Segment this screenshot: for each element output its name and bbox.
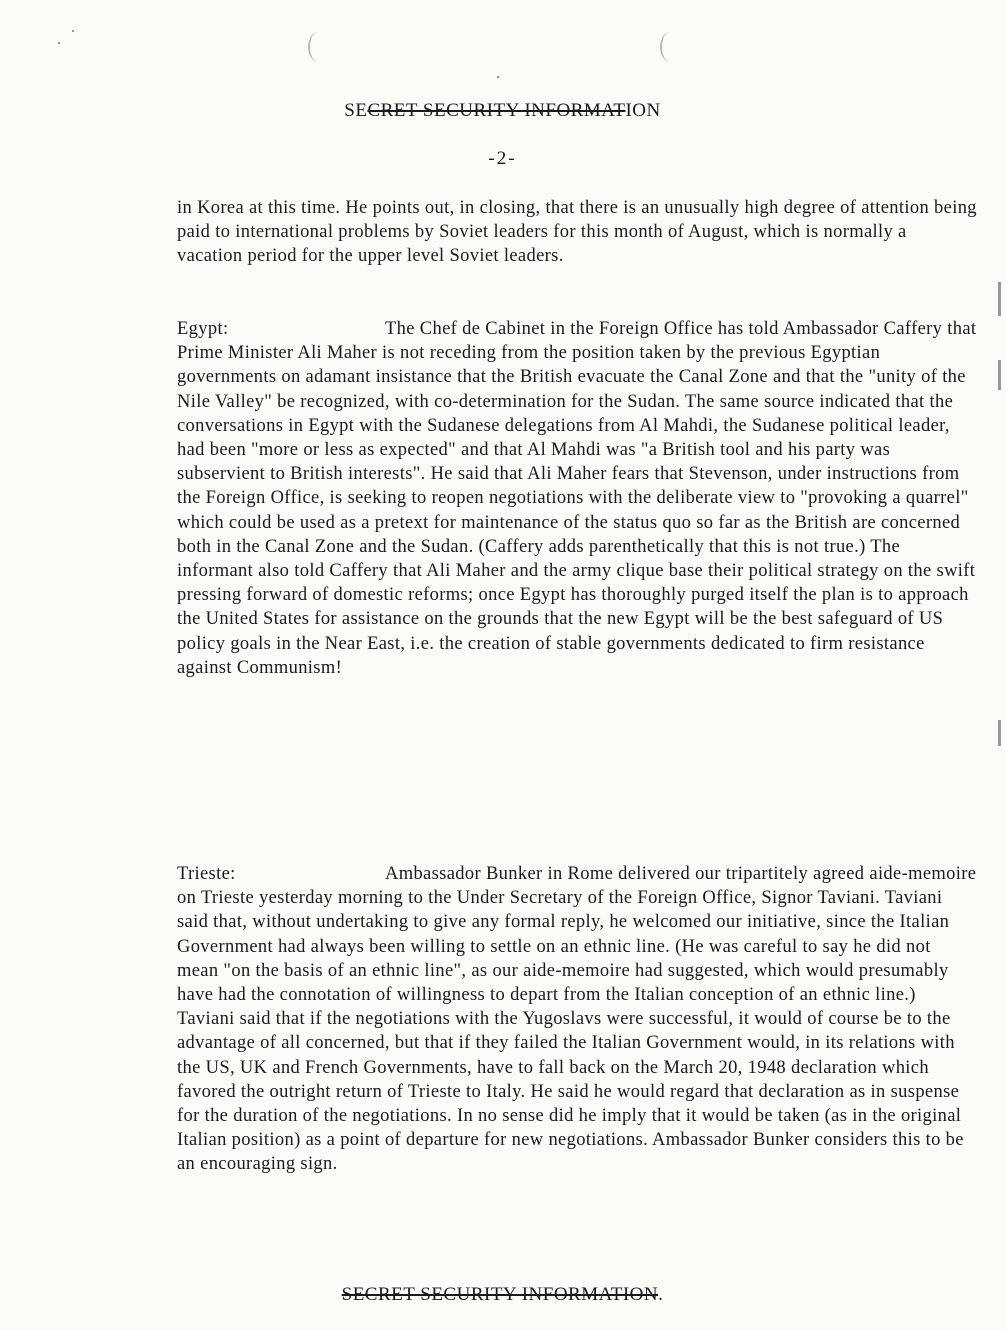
classification-prefix: SE [344,100,368,121]
section-text-egypt: The Chef de Cabinet in the Foreign Office has told Ambassador Caffery that Prime Minister Ali Maher is not receding from the position taken by the previous Egyptian governments on adamant insistance that the British evacuate the Canal Zone and that the "unity of the Nile Valley" be recognized, with co-determination for the Sudan. The same source indicated that the conversations in Egypt with the Sudanese delegations from Al Mahdi, the Sudanese political leader, had been "more or less as expected" and that Al Mahdi was "a British tool and his party was subservient to British interests". He said that Ali Maher fears that Stevenson, under instructions from the Foreign Office, is seeking to reopen negotiations with the deliberate view to "provoking a quarrel" which could be used as a pretext for maintenance of the status quo so far as the British are concerned both in the Canal Zone and the Sudan. (Caffery adds parenthetically that this is not true.) The informant also told Caffery that Ali Maher and the army clique base their political strategy on the swift pressing forward of domestic reforms; once Egypt has thoroughly purged itself the plan is to approach the United States for assistance on the grounds that the new Egypt will be the best safeguard of US policy goals in the Near East, i.e. the creation of stable governments dedicated to firm resistance against Communism! [177,319,977,678]
continuation-paragraph: in Korea at this time. He points out, in closing, that there is an unusually high degree of attention being paid to international problems by Soviet leaders for this month of August, which is normally a vacation period for the upper level Soviet leaders. [177,198,977,267]
section-label-trieste: Trieste: [177,864,236,884]
classification-suffix: ION [625,100,661,121]
punch-hole-left [308,32,328,62]
section-trieste [177,862,977,1177]
footer-classification-struck-text: SECRET SECURITY INFORMATION [341,1284,659,1305]
page-number: -2- [488,148,517,169]
section-label-egypt: Egypt: [177,319,229,339]
scan-speck [497,76,499,78]
classification-footer [0,1284,1005,1306]
margin-mark [998,282,1001,316]
scan-speck [58,42,60,44]
punch-hole-right [660,32,680,62]
footer-classification-suffix: . [658,1284,664,1305]
scan-speck [72,30,74,32]
classification-struck-text: CRET SECURITY INFORMAT [367,100,626,121]
section-text-trieste: Ambassador Bunker in Rome delivered our tripartitely agreed aide-memoire on Trieste yesterday morning to the Under Secretary of the Foreign Office, Signor Taviani. Taviani said that, without undertaking to give any formal reply, he welcomed our initiative, since the Italian Government had always been willing to settle on an ethnic line. (He was careful to say he did not mean "on the basis of an ethnic line", as our aide-memoire had suggested, which would presumably have had the connotation of willingness to depart from the Italian conception of an ethnic line.) Taviani said that if the negotiations with the Yugoslavs were successful, it would of course be to the advantage of all concerned, but that if they failed the Italian Government would, in its relations with the US, UK and French Governments, have to fall back on the March 20, 1948 declaration which favored the outright return of Trieste to Italy. He said he would regard that declaration as in suspense for the duration of the negotiations. In no sense did he imply that it would be taken (as in the original Italian position) as a point of departure for new negotiations. Ambassador Bunker considers this to be an encouraging sign. [177,864,977,1175]
margin-mark [998,720,1001,746]
margin-mark [998,360,1001,390]
classification-header [0,100,1005,122]
section-egypt [177,317,977,680]
